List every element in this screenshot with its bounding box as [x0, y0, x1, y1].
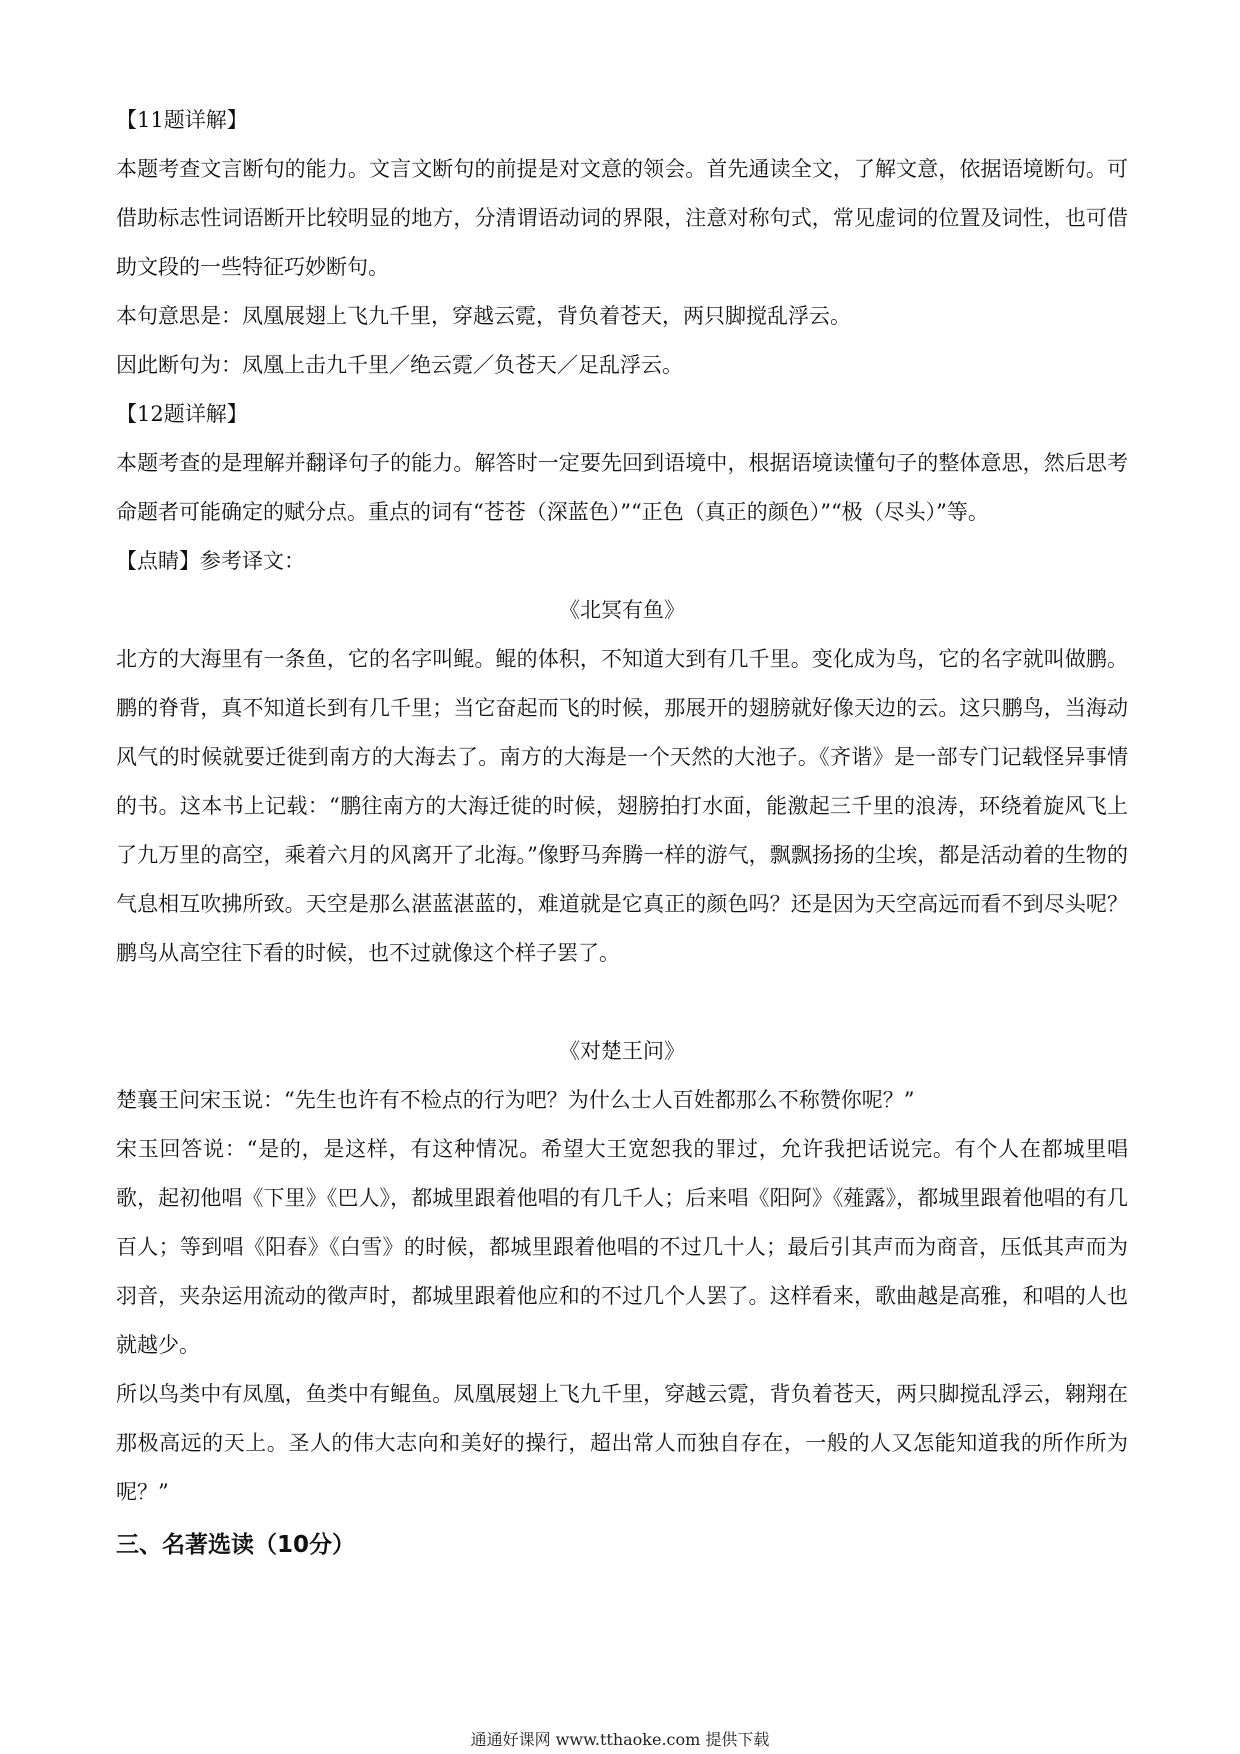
- chuwang-title: 《对楚王问》: [559, 1039, 685, 1063]
- chuwang-answer-1: 宋玉回答说：“是的，是这样，有这种情况。希望大王宽恕我的罪过，允许我把话说完。有个人在都城里唱歌，起初他唱《下里》《巴人》，都城里跟着他唱的有几千人；后来唱《阳阿》《薤露》，都城里跟着他唱的有几百人；等到唱《阳春》《白雪》的时候，都城里跟着他唱的不过几十人；最后引其声而为商音，压低其声而为羽音，夹杂运用流动的徵声时，都城里跟着他应和的不过几个人罢了。这样看来，歌曲越是高雅，和唱的人也就越少。: [116, 1137, 1128, 1357]
- chuwang-question: 楚襄王问宋玉说：“先生也许有不检点的行为吧？为什么士人百姓都那么不称赞你呢？”: [116, 1088, 915, 1112]
- beiming-title: 《北冥有鱼》: [559, 598, 685, 622]
- q11-heading: 【11题详解】: [116, 108, 248, 132]
- blank-spacer: [116, 978, 1128, 1027]
- document-page: [116, 96, 1128, 1571]
- q12-explanation: 本题考查的是理解并翻译句子的能力。解答时一定要先回到语境中，根据语境读懂句子的整体意思，然后思考命题者可能确定的赋分点。重点的词有“苍苍（深蓝色）”“正色（真正的颜色）”“极（尽头）”等。: [116, 451, 1128, 524]
- q11-explanation: 本题考查文言断句的能力。文言文断句的前提是对文意的领会。首先通读全文，了解文意，依据语境断句。可借助标志性词语断开比较明显的地方，分清谓语动词的界限，注意对称句式，常见虚词的位置及词性，也可借助文段的一些特征巧妙断句。: [116, 157, 1128, 279]
- q11-meaning: 本句意思是：凤凰展翅上飞九千里，穿越云霓，背负着苍天，两只脚搅乱浮云。: [116, 304, 851, 328]
- beiming-translation: 北方的大海里有一条鱼，它的名字叫鲲。鲲的体积，不知道大到有几千里。变化成为鸟，它的名字就叫做鹏。鹏的脊背，真不知道长到有几千里；当它奋起而飞的时候，那展开的翅膀就好像天边的云。这只鹏鸟，当海动风气的时候就要迁徙到南方的大海去了。南方的大海是一个天然的大池子。《齐谐》是一部专门记载怪异事情的书。这本书上记载：“鹏往南方的大海迁徙的时候，翅膀拍打水面，能激起三千里的浪涛，环绕着旋风飞上了九万里的高空，乘着六月的风离开了北海。”像野马奔腾一样的游气，飘飘扬扬的尘埃，都是活动着的生物的气息相互吹拂所致。天空是那么湛蓝湛蓝的，难道就是它真正的颜色吗？还是因为天空高远而看不到尽头呢？鹏鸟从高空往下看的时候，也不过就像这个样子罢了。: [116, 647, 1128, 965]
- dianjing-label: 【点睛】参考译文：: [116, 549, 305, 573]
- chuwang-answer-2: 所以鸟类中有凤凰，鱼类中有鲲鱼。凤凰展翅上飞九千里，穿越云霓，背负着苍天，两只脚搅乱浮云，翱翔在那极高远的天上。圣人的伟大志向和美好的操行，超出常人而独自存在，一般的人又怎能知道我的所作所为呢？”: [116, 1382, 1128, 1504]
- section-heading: 三、名著选读（10分）: [116, 1532, 356, 1558]
- q12-heading: 【12题详解】: [116, 402, 248, 426]
- footer-watermark: 通通好课网 www.tthaoke.com 提供下载: [470, 1730, 770, 1749]
- q11-answer: 因此断句为：凤凰上击九千里／绝云霓／负苍天／足乱浮云。: [116, 353, 683, 377]
